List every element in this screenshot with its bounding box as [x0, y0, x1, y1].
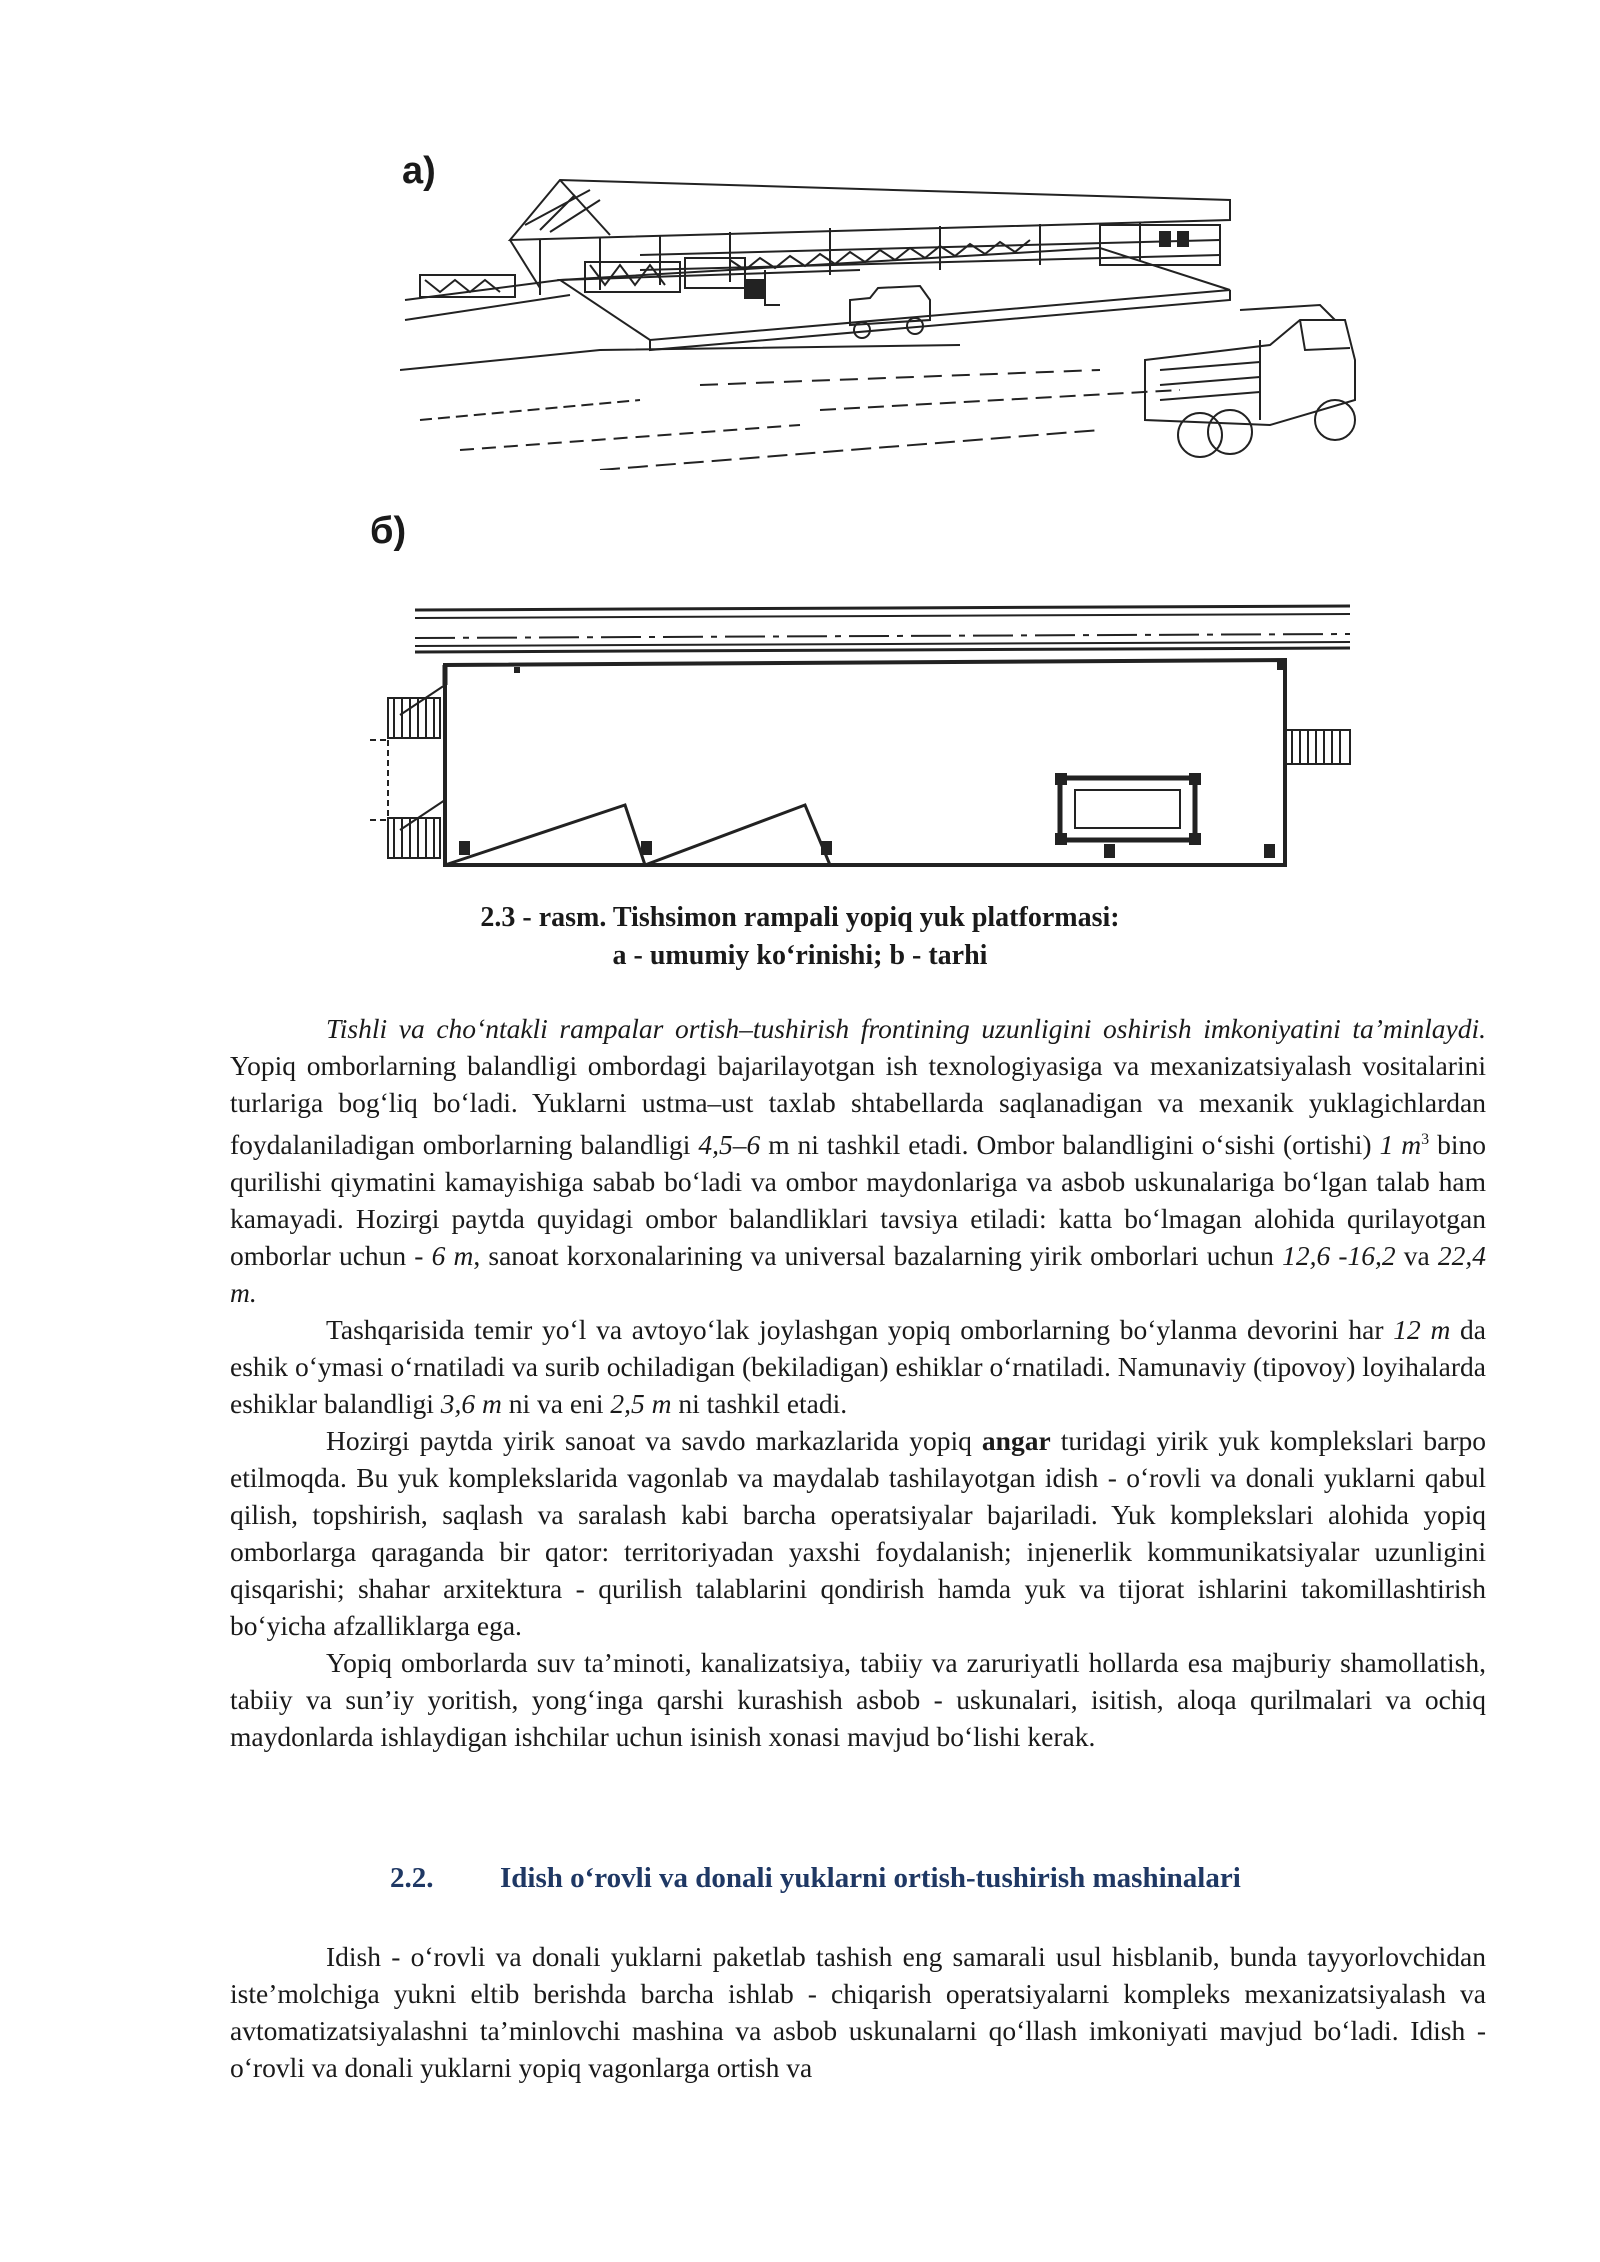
body-text-block	[230, 1010, 1486, 1755]
figure-label-a: а)	[402, 150, 436, 192]
text-span: m ni tashkil etadi. Ombor balandligini o‘sishi (ortishi)	[760, 1129, 1380, 1161]
text-span: ni tashkil etadi.	[671, 1388, 848, 1420]
text-span: , sanoat korxonalarining va universal bazalarning yirik omborlari uchun	[473, 1240, 1283, 1272]
value-text: 2,5 m	[610, 1388, 672, 1420]
text-span: Yopiq omborlarning balandligi ombordagi bajarilayotgan ish texnologiyasiga va mexanizatsiyalash vositalarini turlariga bog‘liq bo‘ladi. Yuklarni ustma–ust taxlab shtabellarda saqlanadigan va mexanik yuklagichlardan foydalaniladigan omborlarning balandligi	[230, 1050, 1486, 1161]
text-span: da eshik o‘ymasi o‘rnatiladi va surib ochiladigan (bekiladigan) eshiklar o‘rnatiladi. Namunaviy (tipovoy) loyihalarda eshiklar balandligi	[230, 1314, 1486, 1420]
paragraph: Yopiq omborlarda suv ta’minoti, kanalizatsiya, tabiiy va zaruriyatli hollarda esa majburiy shamollatish, tabiiy va sun’iy yoritish, yong‘inga qarshi kurashish asbob - uskunalari, isitish, aloqa qurilmalari va ochiq maydonlarda ishlaydigan ishchilar uchun isinish xonasi mavjud bo‘lishi kerak.	[230, 1647, 1486, 1753]
value-text: 6 m	[431, 1240, 474, 1272]
text-span: turidagi yirik yuk komplekslari barpo etilmoqda. Bu yuk komplekslarida vagonlab va maydalab tashilayotgan idish - o‘rovli va donali yuklarni qabul qilish, topshirish, saqlash va saralash kabi barcha operatsiyalar bajariladi. Yuk komplekslari alohida yopiq omborlarga qaraganda bir qator: territoriyadan yaxshi foydalanish; injenerlik kommunikatsiyalar uzunligini qisqarishi; shahar arxitektura - qurilish talablarini qondirish hamda yuk va tijorat ishlarini takomillashtirish bo‘yicha afzalliklarga ega.	[230, 1425, 1486, 1642]
paragraph: Idish - o‘rovli va donali yuklarni paketlab tashish eng samarali usul hisblanib, bunda tayyorlovchidan iste’molchiga yukni eltib berishda barcha ishlab - chiqarish operatsiyalarni kompleks mexanizatsiyalash va avtomatizatsiyalashni ta’minlovchi mashina va asbob uskunalarni qo‘llash imkoniyati mavjud bo‘ladi. Idish - o‘rovli va donali yuklarni yopiq vagonlarga ortish va	[230, 1941, 1486, 2083]
paragraph	[230, 1422, 1486, 1644]
section-heading	[390, 1862, 1241, 1895]
paragraph	[230, 1010, 1486, 1311]
superscript: 3	[1421, 1131, 1430, 1148]
text-span: ni va eni	[501, 1388, 611, 1420]
body-text-block-2	[230, 1938, 1486, 2086]
bold-text: angar	[981, 1425, 1051, 1457]
value-text: 1 m	[1379, 1129, 1422, 1161]
italic-text: Tishli va cho‘ntakli rampalar ortish–tushirish frontining uzunligini oshirish imkoniyatini ta’minlaydi.	[326, 1013, 1486, 1044]
value-text: 22,4 m.	[230, 1240, 1486, 1309]
value-text: 12 m	[1393, 1314, 1451, 1346]
figure-label-b: б)	[370, 510, 407, 552]
value-text: 3,6 m	[440, 1388, 502, 1420]
figure-caption-line1: 2.3 - rasm. Tishsimon rampali yopiq yuk platformasi:	[480, 902, 1120, 933]
text-span: Tashqarisida temir yo‘l va avtoyo‘lak joylashgan yopiq omborlarning bo‘ylanma devorini har	[326, 1314, 1394, 1346]
section-number: 2.2.	[390, 1862, 434, 1894]
warehouse-perspective-illustration	[400, 170, 1360, 470]
value-text: 4,5–6	[698, 1129, 761, 1161]
section-title: Idish o‘rovli va donali yuklarni ortish-tushirish mashinalari	[500, 1862, 1241, 1894]
paragraph	[230, 1311, 1486, 1422]
warehouse-plan-drawing	[360, 590, 1360, 870]
value-text: 12,6 -16,2	[1282, 1240, 1396, 1272]
text-span: bino qurilishi qiymatini kamayishiga sabab bo‘ladi va ombor maydonlariga va asbob uskunalariga bo‘lgan talab ham kamayadi. Hozirgi paytda quyidagi ombor balandliklari tavsiya etiladi: katta bo‘lmagan alohida qurilayotgan omborlar uchun -	[230, 1129, 1486, 1272]
text-span: Hozirgi paytda yirik sanoat va savdo markazlarida yopiq	[326, 1425, 982, 1457]
figure-caption-line2: a - umumiy ko‘rinishi; b - tarhi	[612, 940, 988, 971]
text-span: va	[1395, 1240, 1438, 1272]
